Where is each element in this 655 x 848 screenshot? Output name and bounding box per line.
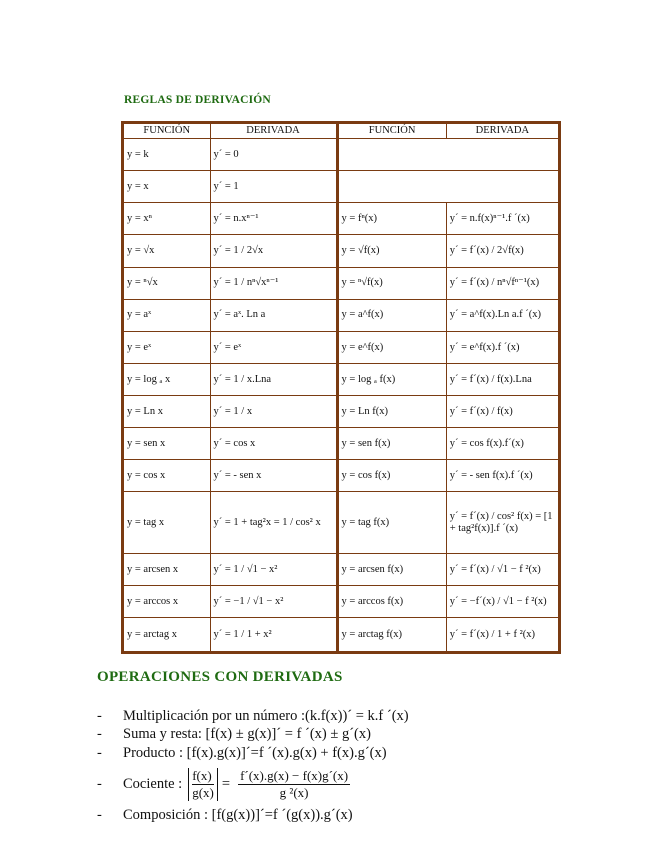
op-cociente-label: Cociente : (123, 776, 183, 792)
funcion-cell: y = ⁿ√x (123, 267, 211, 299)
derivada-cell: y´ = 0 (210, 139, 337, 171)
derivada-cell: y´ = n.xⁿ⁻¹ (210, 203, 337, 235)
funcion-cell: y = cos x (123, 460, 211, 492)
derivada-fx-cell: y´ = a^f(x).Ln a.f ´(x) (446, 299, 559, 331)
table-row (123, 618, 560, 653)
table-row (123, 492, 560, 554)
funcion-cell: y = √x (123, 235, 211, 267)
derivada-cell: y´ = cos x (210, 428, 337, 460)
cociente-denominator: g ²(x) (279, 785, 309, 800)
header-derivada: DERIVADA (210, 123, 337, 139)
op-producto: Producto : [f(x).g(x)]´=f ´(x).g(x) + f(x).g´(x) (123, 744, 387, 761)
derivada-cell: y´ = - sen x (210, 460, 337, 492)
table-row (123, 139, 560, 171)
derivada-fx-cell: y´ = cos f(x).f´(x) (446, 428, 559, 460)
derivada-cell: y´ = eˣ (210, 331, 337, 363)
op-suma: Suma y resta: [f(x) ± g(x)]´ = f ´(x) ± g´(x) (123, 726, 371, 743)
derivada-fx-cell: y´ = f´(x) / f(x) (446, 396, 559, 428)
derivada-cell: y´ = 1 + tag²x = 1 / cos² x (210, 492, 337, 554)
op-multiplicacion: Multiplicación por un número :(k.f(x))´ = k.f ´(x) (123, 707, 409, 724)
table-row (123, 203, 560, 235)
bullet-dash: - (97, 776, 102, 792)
derivada-fx-cell: y´ = - sen f(x).f ´(x) (446, 460, 559, 492)
table-row (123, 428, 560, 460)
table-row (123, 331, 560, 363)
funcion-fx-cell: y = a^f(x) (337, 299, 446, 331)
funcion-cell: y = log ₐ x (123, 363, 211, 395)
derivada-fx-cell: y´ = f´(x) / 1 + f ²(x) (446, 618, 559, 653)
bullet-dash: - (97, 744, 102, 761)
header-funcion: FUNCIÓN (123, 123, 211, 139)
funcion-cell: y = tag x (123, 492, 211, 554)
funcion-fx-cell: y = arcsen f(x) (337, 554, 446, 586)
derivation-rules-table (121, 121, 561, 654)
cociente-equals: = (221, 776, 231, 792)
derivada-fx-cell: y´ = −f´(x) / √1 − f ²(x) (446, 586, 559, 618)
funcion-fx-cell: y = log ₐ f(x) (337, 363, 446, 395)
derivada-fx-cell: y´ = n.f(x)ⁿ⁻¹.f ´(x) (446, 203, 559, 235)
derivada-fx-cell: y´ = f´(x) / √1 − f ²(x) (446, 554, 559, 586)
list-item (97, 726, 597, 745)
list-item (97, 707, 597, 726)
funcion-fx-cell (337, 171, 559, 203)
table-row (123, 554, 560, 586)
funcion-fx-cell: y = √f(x) (337, 235, 446, 267)
header-funcion: FUNCIÓN (337, 123, 446, 139)
table-row (123, 586, 560, 618)
derivada-cell: y´ = 1 / 1 + x² (210, 618, 337, 653)
funcion-cell: y = aˣ (123, 299, 211, 331)
derivada-fx-cell: y´ = f´(x) / f(x).Lna (446, 363, 559, 395)
funcion-cell: y = arcsen x (123, 554, 211, 586)
cociente-fraction (238, 768, 350, 801)
funcion-fx-cell: y = arccos f(x) (337, 586, 446, 618)
derivada-fx-cell: y´ = f´(x) / cos² f(x) = [1 + tag²f(x)].f ´(x) (446, 492, 559, 554)
bullet-dash: - (97, 726, 102, 743)
funcion-cell: y = arctag x (123, 618, 211, 653)
op-composicion: Composición : [f(g(x))]´=f ´(g(x)).g´(x) (123, 807, 353, 824)
list-item (97, 807, 597, 826)
table-row (123, 171, 560, 203)
derivada-cell: y´ = 1 (210, 171, 337, 203)
derivada-cell: y´ = 1 / 2√x (210, 235, 337, 267)
cociente-bottom: g(x) (192, 785, 214, 800)
funcion-fx-cell: y = ⁿ√f(x) (337, 267, 446, 299)
derivada-fx-cell: y´ = f´(x) / 2√f(x) (446, 235, 559, 267)
derivada-cell: y´ = 1 / x.Lna (210, 363, 337, 395)
funcion-fx-cell: y = Ln f(x) (337, 396, 446, 428)
funcion-cell: y = xⁿ (123, 203, 211, 235)
table-header-row (123, 123, 560, 139)
cociente-top: f(x) (192, 768, 214, 785)
list-item (97, 763, 597, 807)
table-row (123, 235, 560, 267)
funcion-fx-cell (337, 139, 559, 171)
funcion-fx-cell: y = fⁿ(x) (337, 203, 446, 235)
table-row (123, 460, 560, 492)
list-item (97, 744, 597, 763)
table-row (123, 299, 560, 331)
table-row (123, 363, 560, 395)
derivada-cell: y´ = 1 / √1 − x² (210, 554, 337, 586)
funcion-cell: y = x (123, 171, 211, 203)
operations-list (97, 707, 597, 825)
derivada-cell: y´ = 1 / x (210, 396, 337, 428)
derivada-cell: y´ = aˣ. Ln a (210, 299, 337, 331)
funcion-fx-cell: y = e^f(x) (337, 331, 446, 363)
ops-title: OPERACIONES CON DERIVADAS (97, 669, 343, 685)
funcion-fx-cell: y = cos f(x) (337, 460, 446, 492)
cociente-numerator: f´(x).g(x) − f(x)g´(x) (240, 768, 349, 783)
funcion-cell: y = Ln x (123, 396, 211, 428)
funcion-cell: y = sen x (123, 428, 211, 460)
derivada-fx-cell: y´ = f´(x) / nⁿ√fⁿ⁻¹(x) (446, 267, 559, 299)
table-row (123, 267, 560, 299)
derivada-cell: y´ = −1 / √1 − x² (210, 586, 337, 618)
funcion-fx-cell: y = sen f(x) (337, 428, 446, 460)
cociente-bracket (188, 768, 218, 801)
funcion-cell: y = k (123, 139, 211, 171)
funcion-fx-cell: y = tag f(x) (337, 492, 446, 554)
derivada-cell: y´ = 1 / nⁿ√xⁿ⁻¹ (210, 267, 337, 299)
bullet-dash: - (97, 707, 102, 724)
funcion-fx-cell: y = arctag f(x) (337, 618, 446, 653)
funcion-cell: y = eˣ (123, 331, 211, 363)
header-derivada: DERIVADA (446, 123, 559, 139)
rules-title: REGLAS DE DERIVACIÓN (124, 94, 271, 106)
bullet-dash: - (97, 807, 102, 824)
funcion-cell: y = arccos x (123, 586, 211, 618)
table-row (123, 396, 560, 428)
derivada-fx-cell: y´ = e^f(x).f ´(x) (446, 331, 559, 363)
cociente-formula (188, 768, 354, 801)
